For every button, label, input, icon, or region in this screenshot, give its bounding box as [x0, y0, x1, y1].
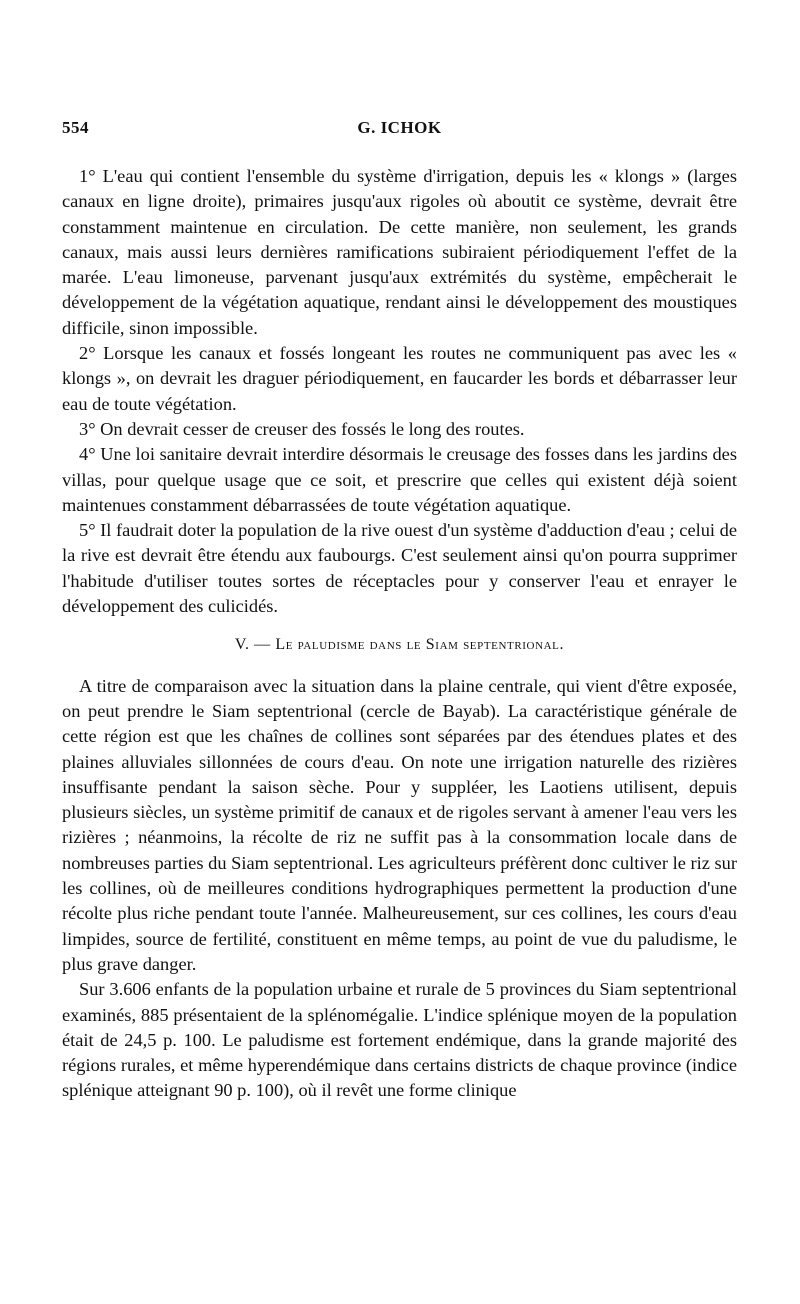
book-page [62, 118, 737, 1104]
recommendation-3-paragraph: 3° On devrait cesser de creuser des fossés le long des routes. [79, 418, 525, 439]
splenomegaly-paragraph: Sur 3.606 enfants de la population urbaine et rurale de 5 provinces du Siam septentrional examinés, 885 présentaient de la splénomégalie. L'indice splénique moyen de la population était de 24,5 p. 100. Le paludisme est fortement endémique, dans la grande majorité des régions rurales, et même hyperendémique dans certains districts de chaque province (indice splénique atteignant 90 p. 100), où il revêt une forme clinique [62, 979, 737, 1101]
recommendation-1-paragraph: 1° L'eau qui contient l'ensemble du système d'irrigation, depuis les « klongs » (larges canaux en ligne droite), primaires jusqu'aux rigoles où aboutit ce système, devrait être constamment maintenue en circulation. De cette manière, non seulement, les grands canaux, mais aussi leurs dernières ramifications subiraient périodiquement l'effet de la marée. L'eau limoneuse, parvenant jusqu'aux extrémités du système, empêcherait le développement de la végétation aquatique, rendant ainsi le développement des moustiques difficile, sinon impossible. [62, 166, 737, 338]
recommendation-4-paragraph: 4° Une loi sanitaire devrait interdire désormais le creusage des fosses dans les jardins des villas, pour quelque usage que ce soit, et prescrire que celles qui existent déjà soient maintenues constamment débarrassées de toute végétation aquatique. [62, 444, 737, 515]
section-heading: V. — Le paludisme dans le Siam septentrional. [234, 636, 565, 654]
page-number: 554 [62, 118, 89, 137]
recommendation-5-paragraph: 5° Il faudrait doter la population de la rive ouest d'un système d'adduction d'eau ; celui de la rive est devrait être étendu aux faubourgs. C'est seulement ainsi qu'on pourra supprimer l'habitude d'utiliser toutes sortes de réceptacles pour y conserver l'eau et enrayer le développement des culicidés. [62, 520, 737, 617]
body-text [62, 164, 737, 1104]
recommendation-2-paragraph: 2° Lorsque les canaux et fossés longeant les routes ne communiquent pas avec les « klongs », on devrait les draguer périodiquement, en faucarder les bords et débarrasser leur eau de toute végétation. [62, 343, 737, 414]
running-title: G. ICHOK [357, 118, 442, 137]
running-head [62, 118, 737, 144]
northern-siam-paragraph: A titre de comparaison avec la situation dans la plaine centrale, qui vient d'être exposée, on peut prendre le Siam septentrional (cercle de Bayab). La caractéristique générale de cette région est que les chaînes de collines sont séparées par des étendues plates et des plaines alluviales sillonnées de cours d'eau. On note une irrigation naturelle des rizières insuffisante pendant la saison sèche. Pour y suppléer, les Laotiens utilisent, depuis plusieurs siècles, un système primitif de canaux et de rigoles servant à amener l'eau vers les rizières ; néanmoins, la récolte de riz ne suffit pas à la consommation locale dans de nombreuses parties du Siam septentrional. Les agriculteurs préfèrent donc cultiver le riz sur les collines, où de meilleures conditions hydrographiques permettent la production d'une récolte plus riche pendant toute l'année. Malheureusement, sur ces collines, les cours d'eau limpides, source de fertilité, constituent en même temps, au point de vue du paludisme, le plus grave danger. [62, 675, 737, 974]
